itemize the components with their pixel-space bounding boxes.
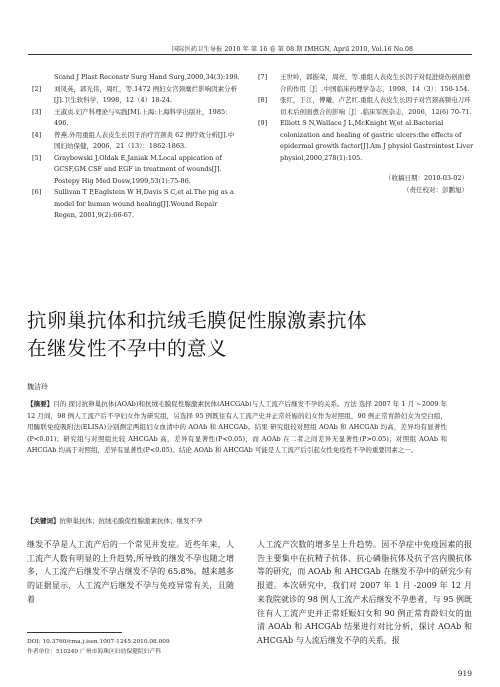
reference-number: [8] (258, 96, 268, 104)
reference-item (258, 72, 474, 95)
article-title-line-1: 抗卵巢抗体和抗绒毛膜促性腺激素抗体 (27, 309, 368, 332)
references-left-column (32, 72, 240, 222)
body-text-left-column: 继发不孕是人工流产后的一个常见并发症。近些年来，人工流产人数有明显的上升趋势,所导致的继发不孕也随之增多，人工流产后继发不孕占继发不孕的 65.8%。越来越多的证据显示，人工流产后继发不孕与免疫异常有关，且随着 (27, 540, 234, 604)
reference-item (32, 72, 240, 84)
reference-number: [3] (32, 107, 42, 116)
reference-item (32, 107, 240, 130)
abstract (27, 399, 447, 457)
page-number: 919 (457, 669, 472, 678)
reference-number: [7] (258, 73, 268, 81)
reference-text: Elliott S N,Wallace J L,McKnight W,et al.Bacterial colonization and healing of gastric ulcers:the effects of epidermal growth factor[J].Am J physiol Gastrointest Liver physiol,2000,278(1):105. (280, 119, 474, 162)
footnote-rule (27, 632, 122, 633)
keywords (27, 516, 447, 525)
article-title-line-2: 在继发性不孕中的意义 (27, 337, 228, 360)
reference-item (32, 187, 240, 222)
keywords-label: 【关键词】 (27, 517, 60, 525)
article-title (27, 307, 367, 363)
doi: DOI: 10.3760/cma.j.issn.1007-1245.2010.08.009 (27, 639, 170, 645)
reference-item (258, 95, 474, 118)
reference-text: 张红，于江，傅曦，卢艺红.重组人表皮生长因子对宫颈高频电刀环切术后创面愈合的影响［J］.临床军医杂志，2006，12(6) 70-71. (280, 96, 472, 116)
reference-item (32, 130, 240, 153)
reference-number: [5] (32, 153, 42, 162)
reference-text: Sullivan T P,Eaglstein W H,Davis S C,et al.The pig as a model for human wound healing[J].Wound Repair Regen, 2001,9(2):66-67. (54, 188, 234, 219)
reference-text: Graybowski J,Oldak E,Janiak M.Local appication of GCSF,GM CSF and EGF in treatment of wounds[J]. Postepy Hig Med Dosw,1999,53(1):75-86. (54, 153, 222, 185)
reference-text: Scand J Plast Reconstr Surg Hand Surg,2000,34(3):199. (54, 73, 240, 81)
reference-item (32, 153, 240, 188)
keywords-text: 抗卵巢抗体；抗绒毛膜促性腺激素抗体；继发不孕 (59, 517, 203, 525)
reference-item (258, 118, 474, 164)
reference-number: [4] (32, 130, 42, 139)
received-date: （收稿日期：2010-03-02） (385, 174, 468, 182)
abstract-text: 目的 探讨抗卵巢抗体(AOAb)和抗绒毛膜促性腺激素抗体(AHCGAb)与人工流产后继发不孕的关系。方法 选择 2007 年 1 月 ~2009 年 12 月间，98 例人工流产后不孕妇女作为研究组，另选择 95 例既往有人工流产史并正常妊娠的妇女作为对照组，90 例正常育龄妇女为空白组，用酶联免疫吸附法(ELISA)分别测定两组妇女血清中的 AOAb 和 AHCGAb。结果 研究组较对照组 AOAb 和 AHCGAb 均高，差异均有显著性(P<0.01)；研究组与对照组比较 AHCGAb 高，差异有显著性(P<0.05)，而 AOAb 在二者之间差异无显著性(P>0.05)；对照组 AOAb 和 AHCGAb 均高于对照组，差异有显著性(P<0.05)。结论 AOAb 和 AHCGAb 可能是人工流产后引起女性免疫性不孕的重要因素之一。 (27, 400, 447, 454)
reference-number: [6] (32, 188, 42, 196)
reference-text: 王世岭，郭振荣，周亮，等.重组人表皮生长因子对促进烧伤创面愈合的作用［J］.中国临床药理学杂志，1998，14（3）：150-154. (280, 73, 471, 93)
reference-text: 曾燕.外用重组人表皮生长因子治疗宫颈炎 62 例疗效分析[J].中国妇幼保健，2006，21（13）：1862-1863. (54, 130, 235, 150)
proofreader: （责任校对：彭鹏旭） (403, 185, 468, 194)
abstract-label: 【摘要】 (27, 400, 54, 408)
reference-item (32, 84, 240, 107)
running-header: 国际医药卫生导报 2010 年 第 16 卷 第 08 期 IMHGN, April 2010, Vol.16 No.08 (172, 46, 414, 53)
references-right-column (258, 72, 474, 196)
header-rule (28, 54, 472, 55)
author-affiliation: 作者单位：510240 广州市海珠区妇幼保健院妇产科 (27, 649, 162, 655)
footnote (27, 637, 239, 657)
body-text-right-column: 人工流产次数的增多呈上升趋势。因不孕症中免疫因素的报告主要集中在抗精子抗体、抗心磷脂抗体及抗子宫内膜抗体等的研究，而 AOAb 和 AHCGAb 在继发不孕中的研究少有报道。本次研究中，我们对 2007 年 1 月 -2009 年 12 月来我院就诊的 98 例人工流产术后继发不孕患者，与 95 例既往有人工流产史并正常妊娠妇女和 90 例正常育龄妇女的血清 AOAb 和 AHCGAb 结果进行对比分析，探讨 AOAb 和 AHCGAb 与人流后继发不孕的关系，报 (257, 540, 472, 645)
reference-text: 王淑贞.妇产科理论与实践[M].上海:上海科学出版社，1985：496. (54, 107, 232, 127)
reference-text: 刘凤英，郭光伟，周红，等.1472 例妇女宫颈糜烂影响因素分析[J].卫生软科学，1998，12（4）18-24. (54, 84, 238, 104)
reference-number: [2] (32, 84, 42, 93)
reference-number: [9] (258, 119, 268, 127)
author-name: 魏洁玲 (27, 383, 48, 391)
